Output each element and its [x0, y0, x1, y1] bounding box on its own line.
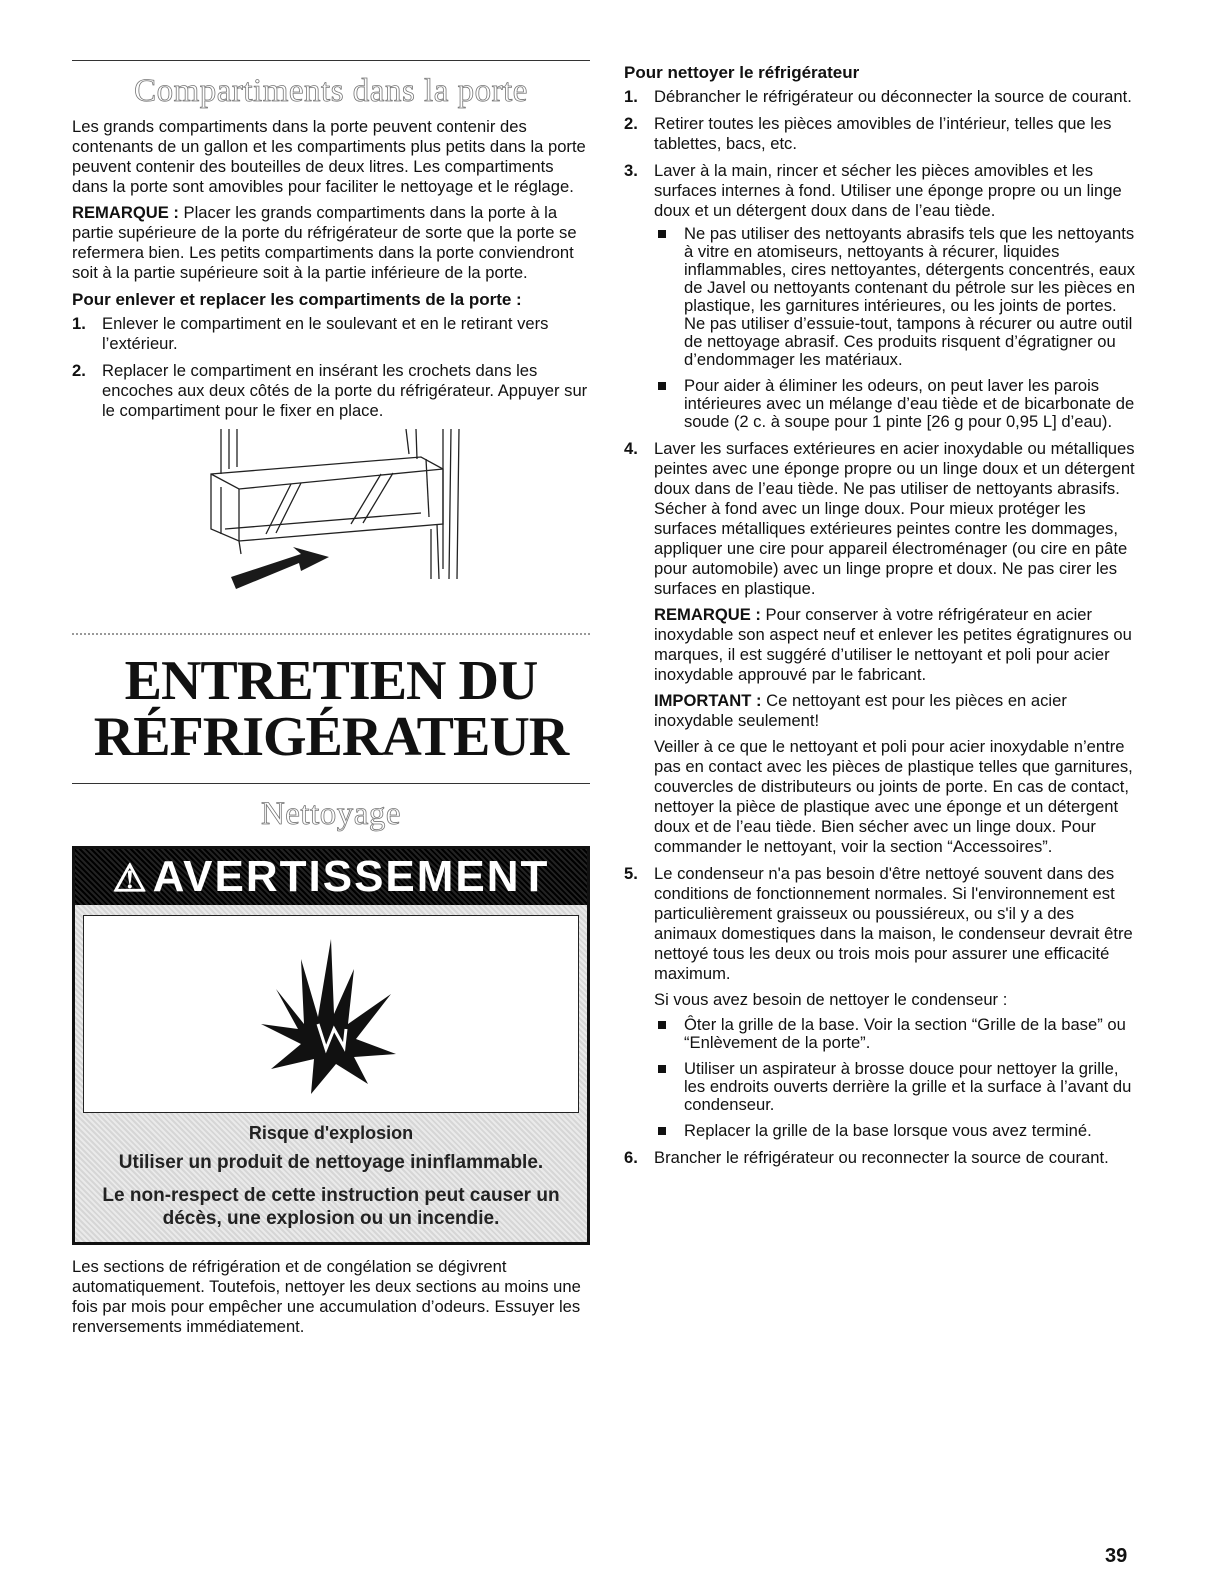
bullet-text: Pour aider à éliminer les odeurs, on peut laver les parois intérieures avec un mélange d’eau tiède et de bicarbonate de soude (2 c. à soupe pour 1 pinte [26 g pour 0,95 L] d’eau). — [684, 376, 1135, 431]
list-item — [624, 1148, 1136, 1168]
square-bullet-icon — [658, 1021, 666, 1029]
step-number: 2. — [72, 361, 86, 380]
door-bin-illustration — [181, 429, 481, 619]
chapter-title-line2: RÉFRIGÉRATEUR — [93, 706, 569, 768]
note-label: REMARQUE : — [654, 605, 761, 624]
step-text: Enlever le compartiment en le soulevant et en le retirant vers l’extérieur. — [102, 314, 549, 353]
bullet-text: Ôter la grille de la base. Voir la section “Grille de la base” ou “Enlèvement de la porte”. — [684, 1015, 1126, 1052]
explosion-icon — [256, 929, 406, 1099]
explosion-icon-box — [83, 915, 579, 1113]
list-item — [624, 439, 1136, 857]
step-text: Débrancher le réfrigérateur ou déconnecter la source de courant. — [654, 87, 1132, 106]
step-number: 4. — [624, 439, 638, 458]
warning-line3: Le non-respect de cette instruction peut causer un décès, une explosion ou un incendie. — [102, 1185, 560, 1229]
list-item — [624, 87, 1136, 107]
bullet-text: Ne pas utiliser des nettoyants abrasifs tels que les nettoyants à vitre en atomiseurs, nettoyants à récurer, liquides inflammables, cires nettoyantes, détergents concentrés, eaux de Javel ou nettoyants contenant du pétrole sur les pièces en plastique, les garnitures intérieures, ou les joints de portes. Ne pas utiliser d’essuie-tout, tampons à récurer ou autre outil de nettoyage abrasif. Ces produits risquent d’égratigner ou d’endommager les matériaux. — [684, 224, 1136, 369]
bullet-text: Utiliser un aspirateur à brosse douce pour nettoyer la grille, les endroits ouverts derrière la grille et la surface à l’avant du condenseur. — [684, 1059, 1132, 1114]
step4-note — [654, 605, 1136, 685]
step-number: 1. — [624, 87, 638, 106]
cleaning-title: Nettoyage — [260, 796, 402, 832]
step-number: 1. — [72, 314, 86, 333]
square-bullet-icon — [658, 230, 666, 238]
note-label: REMARQUE : — [72, 203, 179, 222]
important-text: Ce nettoyant est pour les pièces en acier inoxydable seulement! — [654, 691, 1067, 730]
chapter-title-line1: ENTRETIEN DU — [124, 650, 538, 712]
list-item — [624, 161, 1136, 431]
square-bullet-icon — [658, 1065, 666, 1073]
note-text: Placer les grands compartiments dans la porte à la partie supérieure de la porte du réfrigérateur de sorte que la porte se refermera bien. Les petits compartiments dans la porte conviendront soit à la partie supérieure soit à la partie inférieure de la porte. — [72, 203, 577, 282]
step-text: Laver les surfaces extérieures en acier inoxydable ou métalliques peintes avec une éponge propre ou un linge doux et un détergent doux dans de l’eau tiède. Ne pas utiliser de nettoyants abrasifs. Sécher à fond avec un linge doux. Pour mieux protéger les surfaces métalliques extérieures peintes contre les dommages, appliquer une cire pour appareil électroménager (ou cire en pâte pour automobile) avec un linge propre et doux. Ne pas cirer les surfaces en plastique. — [654, 439, 1135, 598]
list-item — [654, 377, 1136, 431]
square-bullet-icon — [658, 382, 666, 390]
cleaning-steps — [624, 87, 1136, 1168]
list-item — [72, 361, 590, 421]
cleaning-heading: Pour nettoyer le réfrigérateur — [624, 63, 860, 82]
warning-header-text: AVERTISSEMENT — [152, 852, 550, 901]
left-column — [72, 60, 590, 1343]
list-item — [72, 314, 590, 354]
step-number: 5. — [624, 864, 638, 883]
step-text: Replacer le compartiment en insérant les crochets dans les encoches aux deux côtés de la porte du réfrigérateur. Appuyer sur le compartiment pour le fixer en place. — [102, 361, 588, 420]
step-number: 2. — [624, 114, 638, 133]
warning-triangle-icon: ⚠ — [112, 858, 149, 900]
bullet-text: Replacer la grille de la base lorsque vous avez terminé. — [684, 1121, 1092, 1140]
list-item — [654, 1016, 1136, 1052]
compartments-subheading: Pour enlever et replacer les compartiments de la porte : — [72, 290, 522, 309]
step4-important — [654, 691, 1136, 731]
step-text: Le condenseur n'a pas besoin d'être nettoyé souvent dans des conditions de fonctionnement normales. Si l'environnement est particulièrement graisseux ou poussiéreux, ou s'il y a des animaux domestiques dans la maison, le condenseur devrait être nettoyé tous les deux ou trois mois pour assurer une efficacité maximum. — [654, 864, 1133, 983]
square-bullet-icon — [658, 1127, 666, 1135]
list-item — [654, 1122, 1136, 1140]
step5-intro: Si vous avez besoin de nettoyer le condenseur : — [654, 990, 1008, 1009]
compartments-steps — [72, 314, 590, 421]
step5-bullets — [654, 1016, 1136, 1140]
step-text: Retirer toutes les pièces amovibles de l’intérieur, telles que les tablettes, bacs, etc. — [654, 114, 1112, 153]
top-rule — [72, 60, 590, 61]
step3-bullets — [654, 225, 1136, 431]
arrow-icon — [231, 547, 329, 589]
section-rule — [72, 783, 590, 784]
note-text: Pour conserver à votre réfrigérateur en acier inoxydable son aspect neuf et enlever les petites égratignures ou marques, il est suggéré d’utiliser le nettoyant et poli pour acier inoxydable approuvé par le fabricant. — [654, 605, 1132, 684]
defrost-paragraph: Les sections de réfrigération et de congélation se dégivrent automatiquement. Toutefois, nettoyer les deux sections au moins une fois par mois pour empêcher une accumulation d’odeurs. Essuyer les renversements immédiatement. — [72, 1257, 581, 1336]
divider — [72, 633, 590, 635]
step-number: 3. — [624, 161, 638, 180]
compartments-intro: Les grands compartiments dans la porte peuvent contenir des contenants de un gallon et les compartiments plus petits dans la porte peuvent contenir des bouteilles de deux litres. Les compartiments dans la porte sont amovibles pour faciliter le nettoyage et le réglage. — [72, 117, 586, 196]
list-item — [624, 114, 1136, 154]
list-item — [654, 1060, 1136, 1114]
step-number: 6. — [624, 1148, 638, 1167]
step4-extra: Veiller à ce que le nettoyant et poli pour acier inoxydable n’entre pas en contact avec les pièces de plastique telles que garnitures, couvercles de distributeurs ou joints de porte. En cas de contact, nettoyer la pièce de plastique avec une éponge et un détergent doux et de l’eau tiède. Bien sécher avec un linge doux. Pour commander le nettoyant, voir la section “Accessoires”. — [654, 737, 1133, 856]
warning-box — [72, 846, 590, 1245]
step-text: Brancher le réfrigérateur ou reconnecter la source de courant. — [654, 1148, 1109, 1167]
right-column — [624, 62, 1136, 1175]
compartments-title: Compartiments dans la porte — [134, 73, 528, 109]
warning-header — [75, 849, 587, 905]
step-text: Laver à la main, rincer et sécher les pièces amovibles et les surfaces internes à fond. Utiliser une éponge propre ou un linge doux et un détergent doux dans de l’eau tiède. — [654, 161, 1122, 220]
list-item — [624, 864, 1136, 1140]
warning-body — [75, 905, 587, 1242]
warning-line1: Risque d'explosion — [248, 1123, 414, 1143]
page-number: 39 — [1105, 1545, 1128, 1567]
warning-line2: Utiliser un produit de nettoyage ininflammable. — [118, 1152, 544, 1173]
important-label: IMPORTANT : — [654, 691, 762, 710]
list-item — [654, 225, 1136, 369]
compartments-note — [72, 203, 590, 283]
